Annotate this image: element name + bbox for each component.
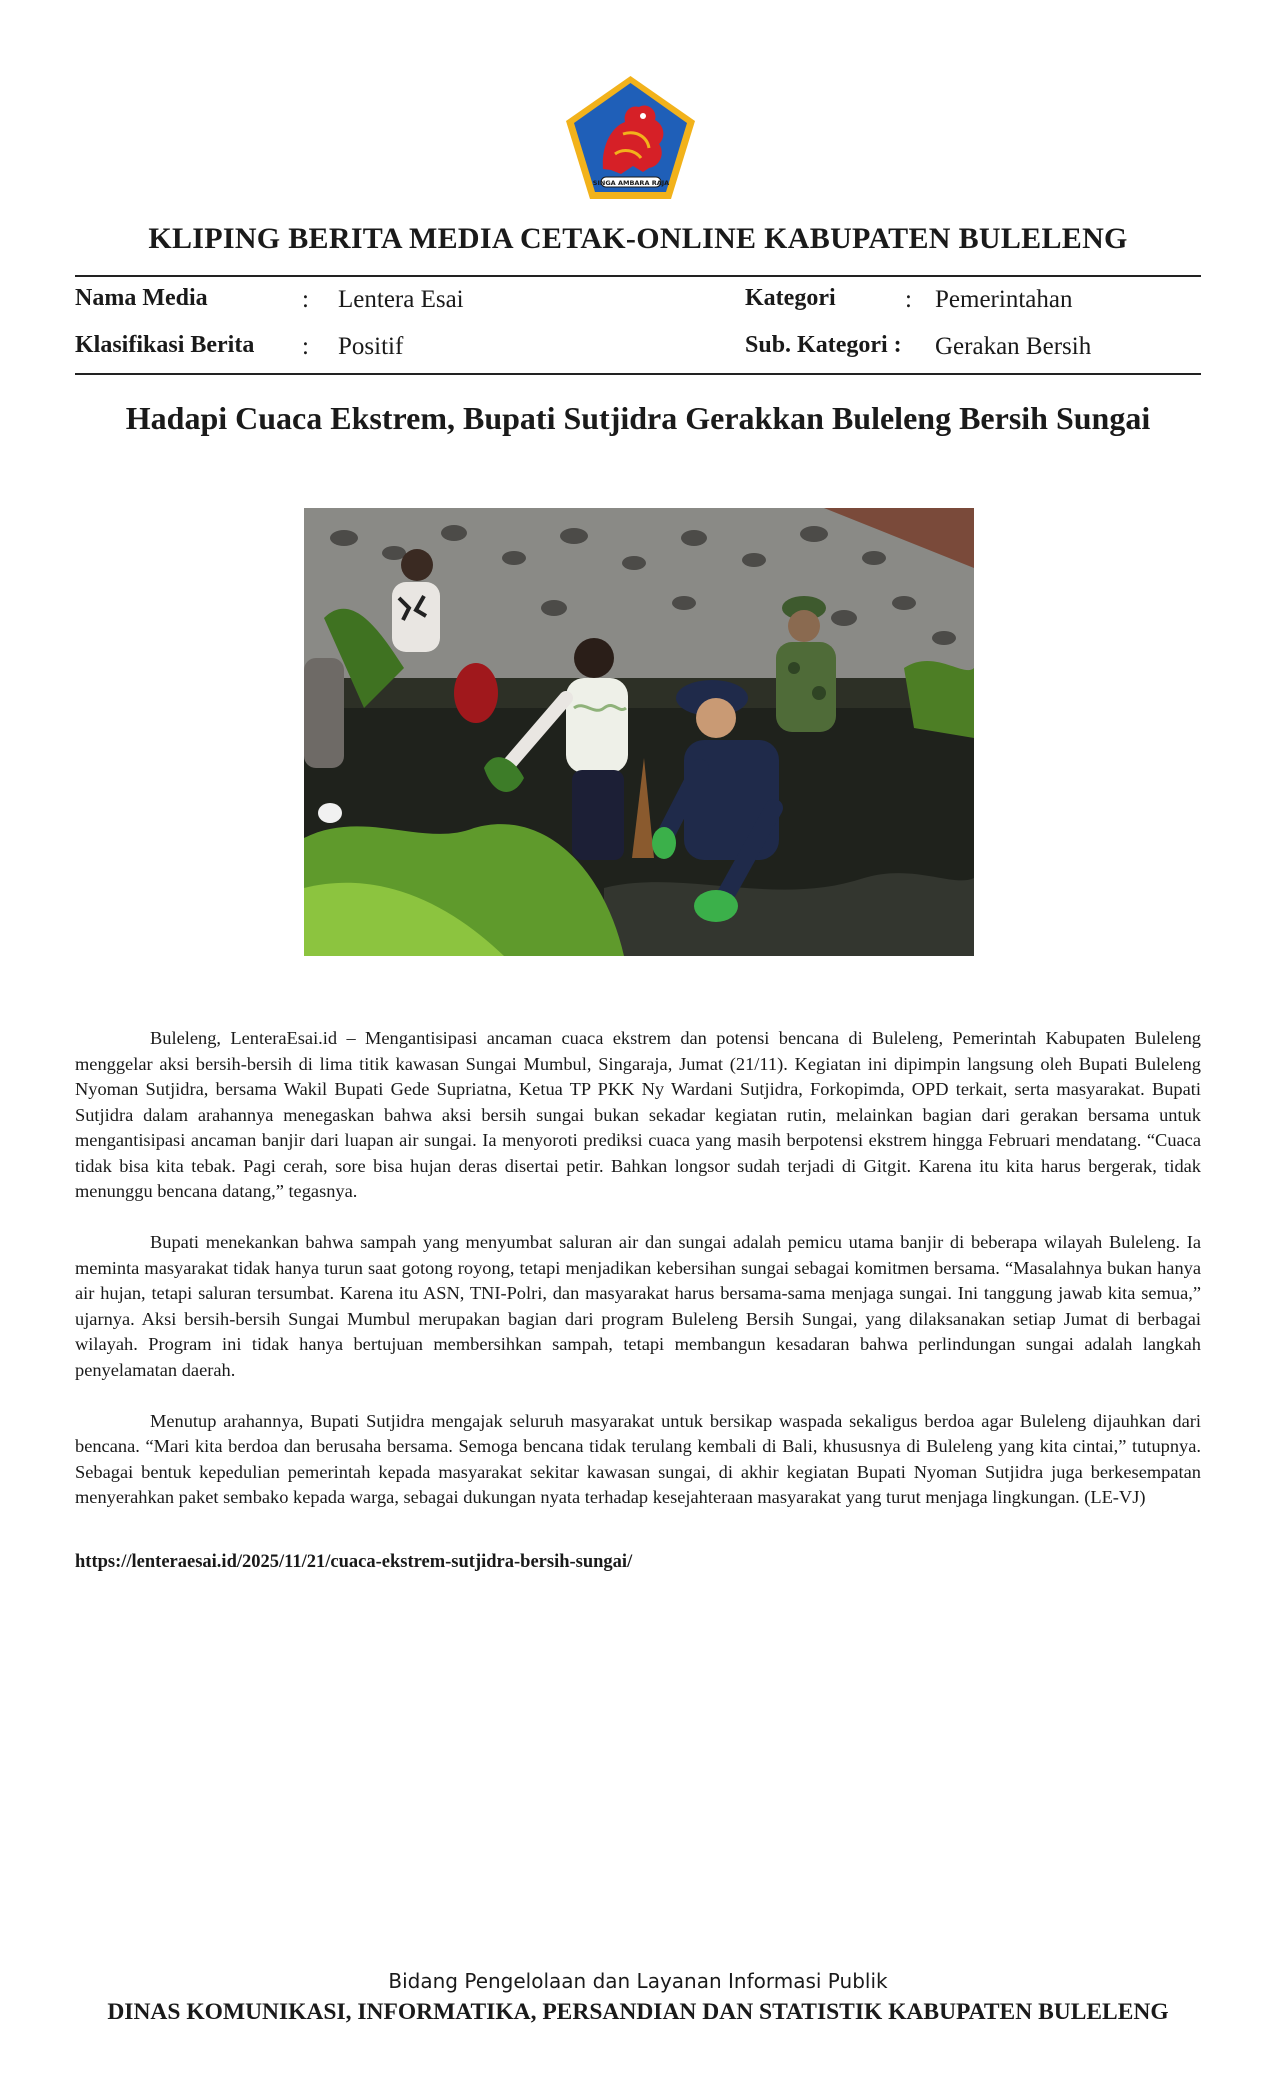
classification-colon: : (302, 333, 309, 360)
article-body (75, 1026, 1201, 1536)
article-paragraph: Buleleng, LenteraEsai.id – Mengantisipasi ancaman cuaca ekstrem dan potensi bencana di Buleleng, Pemerintah Kabupaten Buleleng menggelar aksi bersih-bersih di lima titik kawasan Sungai Mumbul, Singaraja, Jumat (21/11). Kegiatan ini dipimpin langsung oleh Bupati Buleleng Nyoman Sutjidra, bersama Wakil Bupati Gede Supriatna, Ketua TP PKK Ny Wardani Sutjidra, Forkopimda, OPD terkait, serta masyarakat. Bupati Sutjidra dalam arahannya menegaskan bahwa aksi bersih sungai bukan sekadar kegiatan rutin, melainkan bagian dari gerakan bersama untuk mengantisipasi ancaman banjir dari luapan air sungai. Ia menyoroti prediksi cuaca yang masih berpotensi ekstrem hingga Februari mendatang. “Cuaca tidak bisa kita tebak. Pagi cerah, sore bisa hujan deras disertai petir. Bahkan longsor sudah terjadi di Gitgit. Karena itu kita harus bergerak, tidak menunggu bencana datang,” tegasnya. (75, 1028, 1201, 1201)
buleleng-regency-crest-icon (563, 74, 698, 202)
sub-category-label: Sub. Kategori : (745, 332, 902, 358)
classification-label: Klasifikasi Berita (75, 332, 255, 358)
footer-unit-name: Bidang Pengelolaan dan Layanan Informasi Publik (388, 1969, 888, 1993)
document-title: KLIPING BERITA MEDIA CETAK-ONLINE KABUPATEN BULELENG (148, 222, 1128, 255)
footer-agency-name: DINAS KOMUNIKASI, INFORMATIKA, PERSANDIAN DAN STATISTIK KABUPATEN BULELENG (107, 1999, 1169, 2025)
source-link[interactable]: https://lenteraesai.id/2025/11/21/cuaca-ekstrem-sutjidra-bersih-sungai/ (75, 1552, 633, 1572)
article-paragraph: Bupati menekankan bahwa sampah yang menyumbat saluran air dan sungai adalah pemicu utama banjir di beberapa wilayah Buleleng. Ia meminta masyarakat tidak hanya turun saat gotong royong, tetapi menjadikan kebersihan sungai sebagai komitmen bersama. “Masalahnya bukan hanya air hujan, tetapi saluran tersumbat. Karena itu ASN, TNI-Polri, dan masyarakat harus bersama-sama menjaga sungai. Ini tanggung jawab kita semua,” ujarnya. Aksi bersih-bersih Sungai Mumbul merupakan bagian dari program Buleleng Bersih Sungai, yang dilaksanakan setiap Jumat di berbagai wilayah. Program ini tidak hanya bertujuan membersihkan sampah, tetapi membangun kesadaran bahwa perlindungan sungai adalah langkah penyelamatan daerah. (75, 1232, 1201, 1380)
article-paragraph: Menutup arahannya, Bupati Sutjidra mengajak seluruh masyarakat untuk bersikap waspada sekaligus berdoa agar Buleleng dijauhkan dari bencana. “Mari kita berdoa dan berusaha bersama. Semoga bencana tidak terulang kembali di Bali, khususnya di Buleleng yang kita cintai,” tutupnya. Sebagai bentuk kepedulian pemerintah kepada masyarakat sekitar kawasan sungai, di akhir kegiatan Bupati Nyoman Sutjidra juga berkesempatan menyerahkan paket sembako kepada warga, sebagai dukungan nyata terhadap kesejahteraan masyarakat yang turut menjaga lingkungan. (LE-VJ) (75, 1410, 1201, 1507)
media-name-colon: : (302, 286, 309, 313)
top-divider (75, 275, 1201, 277)
category-label: Kategori (745, 285, 836, 311)
media-name-value: Lentera Esai (338, 286, 464, 313)
crest-motto: SINGA AMBARA RAJA (592, 179, 670, 187)
category-value: Pemerintahan (935, 286, 1073, 313)
classification-value: Positif (338, 333, 404, 360)
media-name-label: Nama Media (75, 285, 208, 311)
river-cleanup-photo (304, 508, 974, 956)
category-colon: : (905, 286, 912, 313)
article-headline: Hadapi Cuaca Ekstrem, Bupati Sutjidra Gerakkan Buleleng Bersih Sungai (125, 400, 1151, 436)
sub-category-value: Gerakan Bersih (935, 333, 1092, 360)
bottom-divider (75, 373, 1201, 375)
